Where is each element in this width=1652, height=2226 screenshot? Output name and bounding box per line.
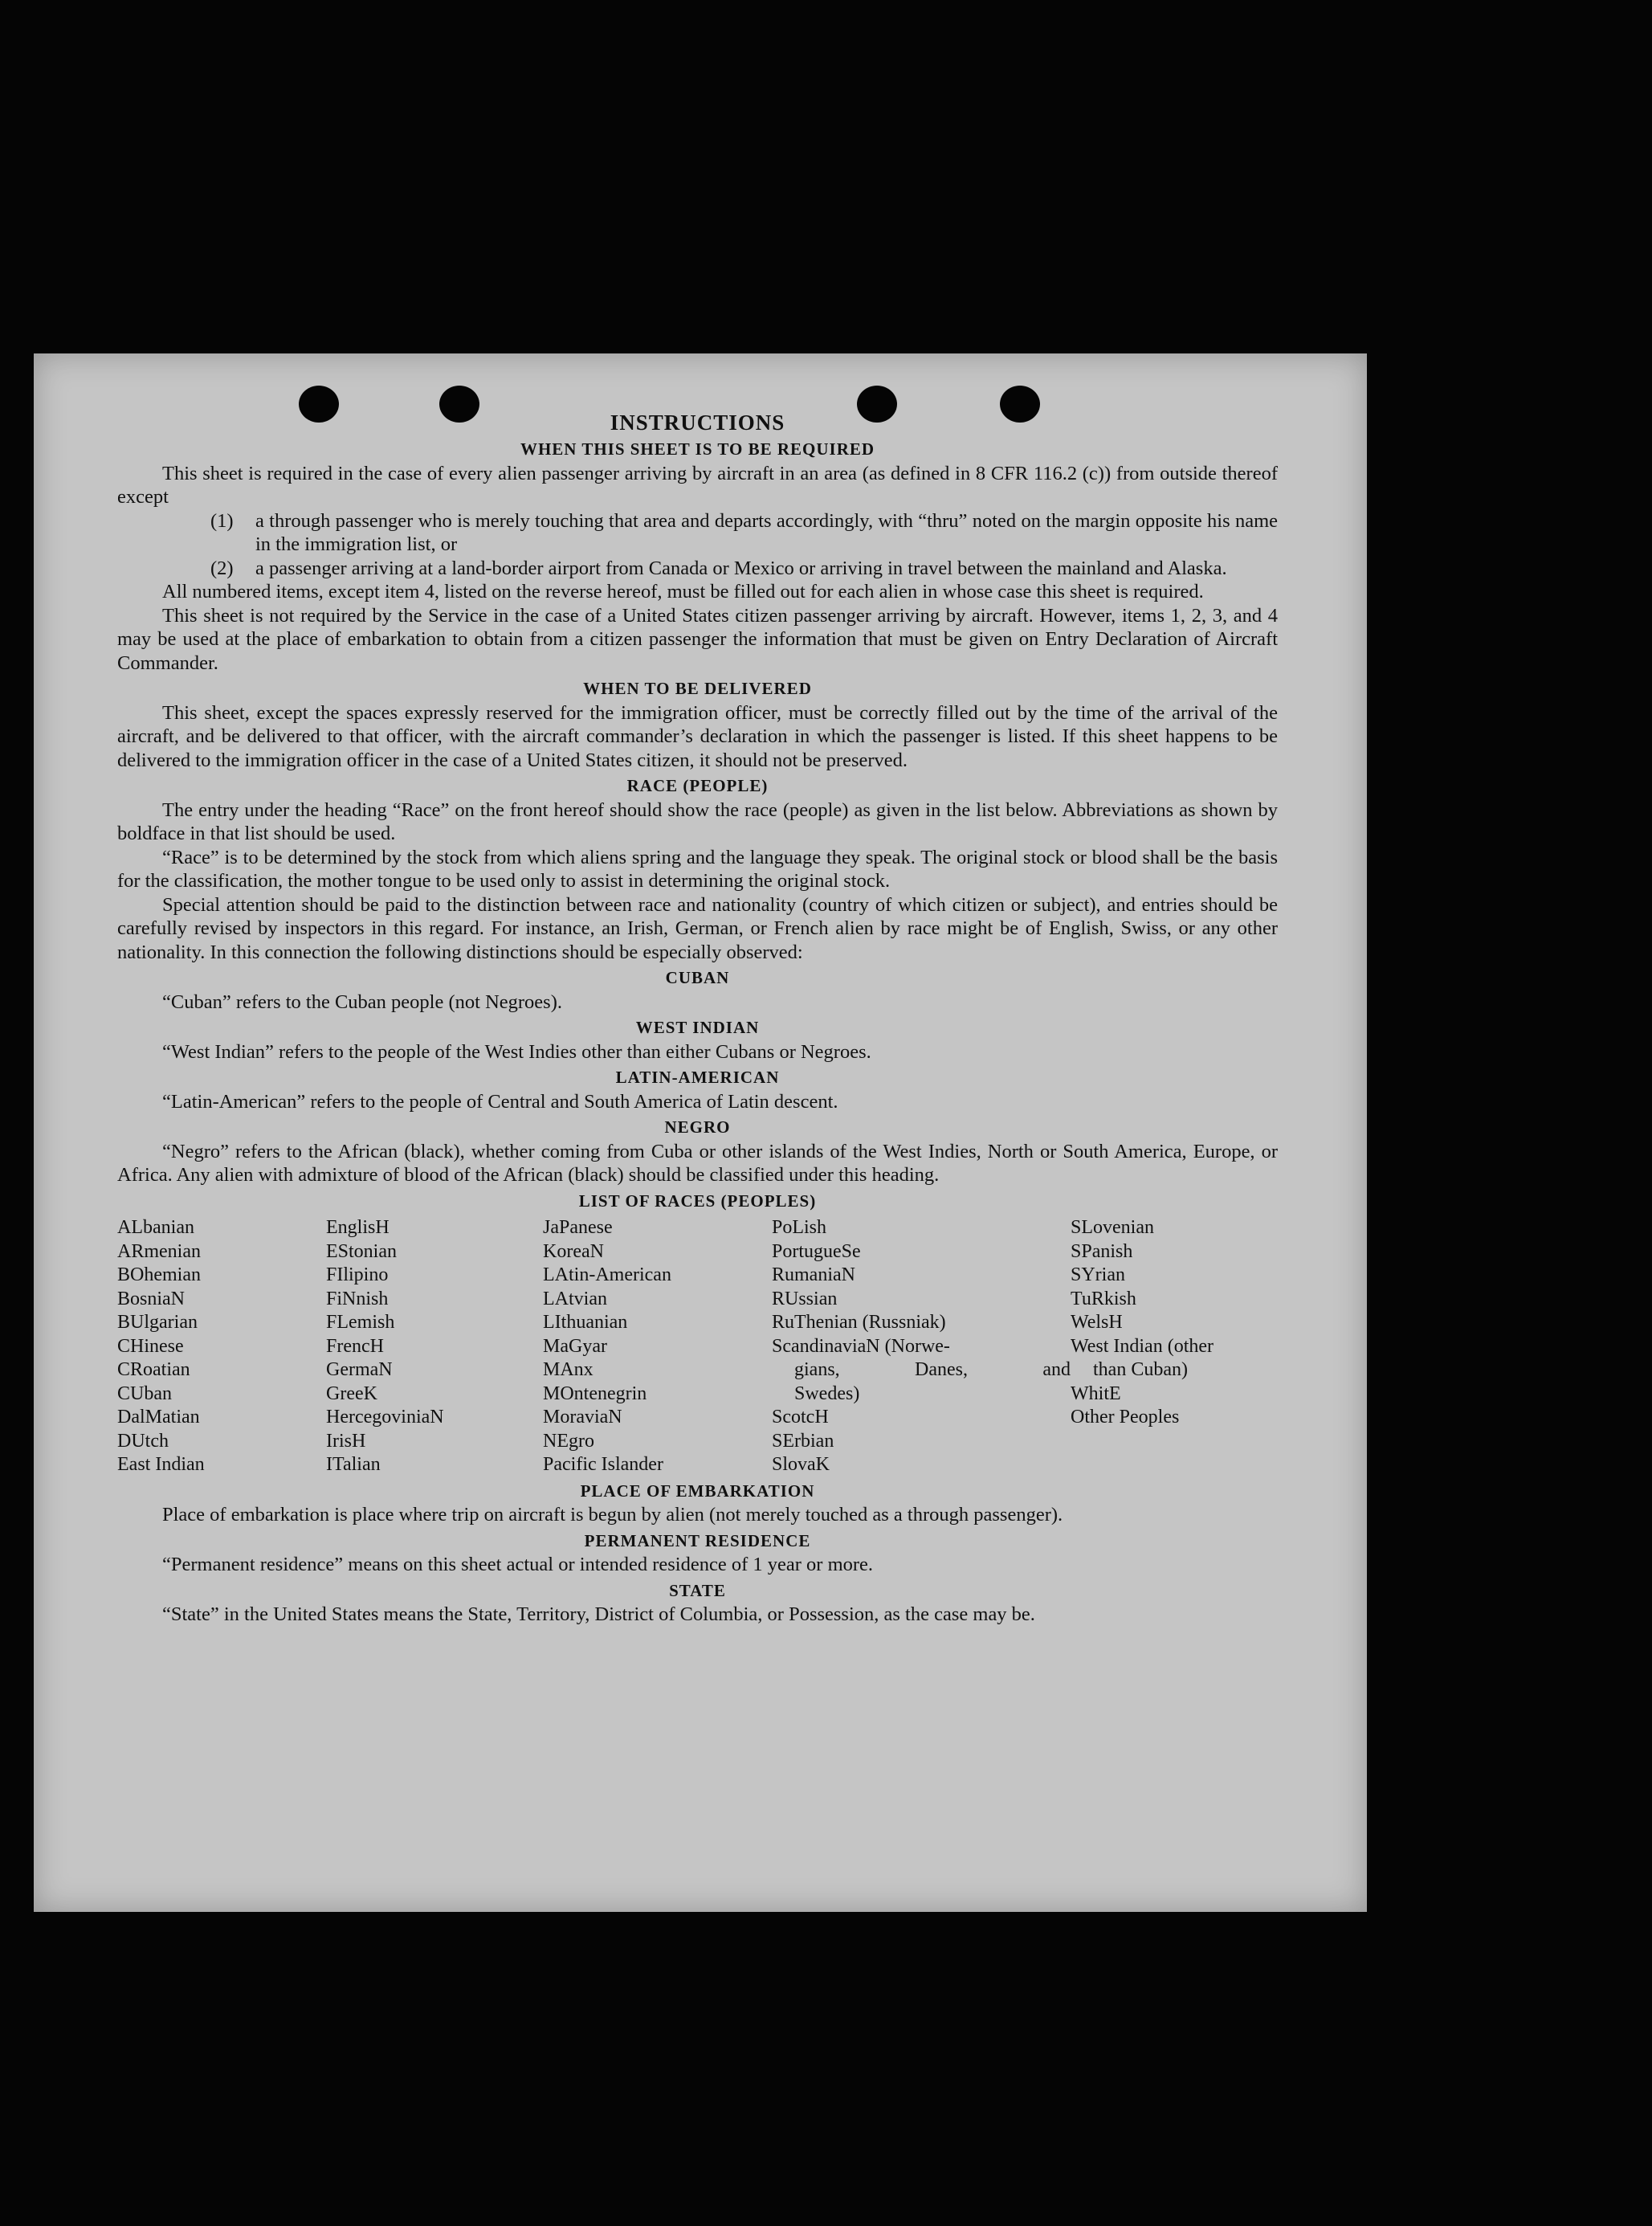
race-entry: GreeK (326, 1383, 377, 1404)
races-heading: LIST OF RACES (PEOPLES) (578, 1191, 817, 1211)
race-entry: ScandinaviaN (Norwe- (772, 1335, 950, 1357)
section-heading: PERMANENT RESIDENCE (584, 1530, 811, 1550)
race-entry: DalMatian (117, 1407, 200, 1427)
paragraph: The entry under the heading “Race” on the front hereof should show the race (people) as given in the list below. Abbreviations as shown by boldface in that list should be used. (117, 799, 1278, 844)
paragraph: “Cuban” refers to the Cuban people (not Negroes). (162, 990, 562, 1013)
race-entry: EStonian (326, 1240, 397, 1262)
race-entry: Other Peoples (1071, 1407, 1180, 1427)
race-entry: CRoatian (117, 1359, 190, 1380)
paragraph: This sheet is not required by the Service in the case of a United States citizen passenger arriving by aircraft. However, items 1, 2, 3, and 4 may be used at the place of embarkation to obtain from a citizen passenger the information that must be given on Entry Declaration of Aircraft Commander. (117, 604, 1278, 674)
race-entry: MOntenegrin (543, 1383, 647, 1404)
race-entry: SYrian (1071, 1264, 1125, 1285)
races-group (772, 1383, 1071, 1407)
race-entry: LAtvian (543, 1288, 607, 1309)
item-number: (2) (210, 557, 234, 579)
races-list (117, 1216, 1278, 1477)
race-entry: LAtin-American (543, 1264, 671, 1285)
race-entry: SlovaK (772, 1454, 830, 1475)
race-entry: SLovenian (1071, 1217, 1154, 1238)
race-entry: West Indian (other (1071, 1335, 1214, 1357)
race-entry: ALbanian (117, 1217, 194, 1238)
races-group (772, 1216, 1071, 1358)
races-group (772, 1358, 1071, 1383)
race-entry: CHinese (117, 1335, 184, 1357)
race-entry: MAnx (543, 1359, 593, 1380)
races-column (326, 1216, 543, 1477)
races-group (1071, 1216, 1278, 1358)
section-heading: WEST INDIAN (635, 1018, 760, 1037)
paragraph: “Race” is to be determined by the stock from which aliens spring and the language they speak. The original stock or blood shall be the basis for the classification, the mother tongue to be used only to assist in determining the original stock. (117, 846, 1278, 892)
race-entry: SPanish (1071, 1240, 1133, 1262)
paragraph: All numbered items, except item 4, listed on the reverse hereof, must be filled out for each alien in whose case this sheet is required. (162, 581, 1204, 602)
item-text: a passenger arriving at a land-border airport from Canada or Mexico or arriving in travel between the mainland and Alaska. (255, 557, 1227, 579)
races-column (1071, 1216, 1278, 1477)
paragraph: “Negro” refers to the African (black), whether coming from Cuba or other islands of the West Indies, North or South America, Europe, or Africa. Any alien with admixture of blood of the African (black) should be classified under this heading. (117, 1140, 1278, 1186)
race-entry: than Cuban) (1093, 1359, 1188, 1380)
races-group (1071, 1383, 1278, 1430)
list-item (117, 509, 1278, 557)
race-entry: PoLish (772, 1217, 827, 1238)
race-entry: WhitE (1071, 1383, 1121, 1404)
paragraph: Place of embarkation is place where trip on aircraft is begun by alien (not merely touched as a through passenger). (162, 1504, 1063, 1526)
race-entry: BosniaN (117, 1288, 185, 1309)
race-entry: EnglisH (326, 1217, 390, 1238)
race-entry-part: Danes, (915, 1359, 968, 1380)
page-title: INSTRUCTIONS (610, 410, 785, 435)
race-entry: MoraviaN (543, 1407, 622, 1427)
race-entry: WelsH (1071, 1312, 1123, 1333)
race-entry: Swedes) (794, 1383, 860, 1404)
section-heading: STATE (669, 1580, 726, 1600)
list-item (117, 557, 1278, 581)
race-entry: KoreaN (543, 1240, 604, 1262)
race-entry: ScotcH (772, 1407, 829, 1427)
race-entry: GermaN (326, 1359, 393, 1380)
race-entry-part: gians, (794, 1359, 840, 1380)
race-entry: RumaniaN (772, 1264, 855, 1285)
races-column (543, 1216, 772, 1477)
race-entry: ARmenian (117, 1240, 201, 1262)
race-entry: DUtch (117, 1430, 169, 1452)
instructions-body (117, 410, 1278, 1627)
race-entry: RUssian (772, 1288, 838, 1309)
item-number: (1) (210, 509, 234, 532)
section-heading: PLACE OF EMBARKATION (580, 1481, 815, 1501)
race-entry: ITalian (326, 1454, 381, 1475)
race-entry: BOhemian (117, 1264, 201, 1285)
races-column (117, 1216, 326, 1477)
race-entry: CUban (117, 1383, 172, 1404)
race-entry: NEgro (543, 1430, 594, 1452)
race-entry: Pacific Islander (543, 1454, 663, 1475)
race-entry: LIthuanian (543, 1312, 628, 1333)
race-entry: RuThenian (Russniak) (772, 1312, 946, 1333)
race-entry: BUlgarian (117, 1312, 198, 1333)
paragraph: “State” in the United States means the State, Territory, District of Columbia, or Possession, as the case may be. (162, 1603, 1035, 1625)
race-entry-part: and (1042, 1359, 1071, 1380)
race-entry: East Indian (117, 1454, 205, 1475)
races-group (772, 1406, 1071, 1477)
race-entry: IrisH (326, 1430, 366, 1452)
section-heading: WHEN THIS SHEET IS TO BE REQUIRED (520, 439, 875, 459)
race-entry: JaPanese (543, 1217, 613, 1238)
paragraph: This sheet, except the spaces expressly reserved for the immigration officer, must be correctly filled out by the time of the arrival of the aircraft, and be delivered to that officer, with the aircraft commander’s declaration in which the passenger is listed. If this sheet happens to be delivered to the immigration officer in the case of a United States citizen, it should not be preserved. (117, 701, 1278, 771)
item-text: a through passenger who is merely touching that area and departs accordingly, with “thru” noted on the margin opposite his name in the immigration list, or (255, 509, 1278, 555)
races-column (772, 1216, 1071, 1477)
paragraph: “Permanent residence” means on this sheet actual or intended residence of 1 year or more. (162, 1554, 874, 1575)
section-heading: CUBAN (665, 968, 730, 987)
race-entry: FiNnish (326, 1288, 389, 1309)
race-entry: TuRkish (1071, 1288, 1136, 1309)
race-entry: FLemish (326, 1312, 395, 1333)
race-entry: HercegoviniaN (326, 1407, 444, 1427)
section-heading: NEGRO (664, 1117, 731, 1137)
race-entry: FIlipino (326, 1264, 389, 1285)
race-entry: MaGyar (543, 1335, 607, 1357)
paragraph: This sheet is required in the case of every alien passenger arriving by aircraft in an area (as defined in 8 CFR 116.2 (c)) from outside thereof except (117, 462, 1278, 508)
paragraph: “Latin-American” refers to the people of Central and South America of Latin descent. (162, 1090, 838, 1113)
race-entry: SErbian (772, 1430, 834, 1452)
section-heading: RACE (PEOPLE) (626, 776, 769, 795)
document-sheet (34, 353, 1367, 1912)
races-group (1071, 1358, 1278, 1383)
race-entry: FrencH (326, 1335, 384, 1357)
race-entry: PortugueSe (772, 1240, 861, 1262)
section-heading: WHEN TO BE DELIVERED (583, 679, 812, 698)
paragraph: Special attention should be paid to the distinction between race and nationality (country of which citizen or subject), and entries should be carefully revised by inspectors in this regard. For instance, an Irish, German, or French alien by race might be of English, Swiss, or any other nationality. In this connection the following distinctions should be especially observed: (117, 893, 1278, 963)
section-heading: LATIN-AMERICAN (615, 1068, 780, 1087)
paragraph: “West Indian” refers to the people of the West Indies other than either Cubans or Negroes. (162, 1040, 871, 1063)
